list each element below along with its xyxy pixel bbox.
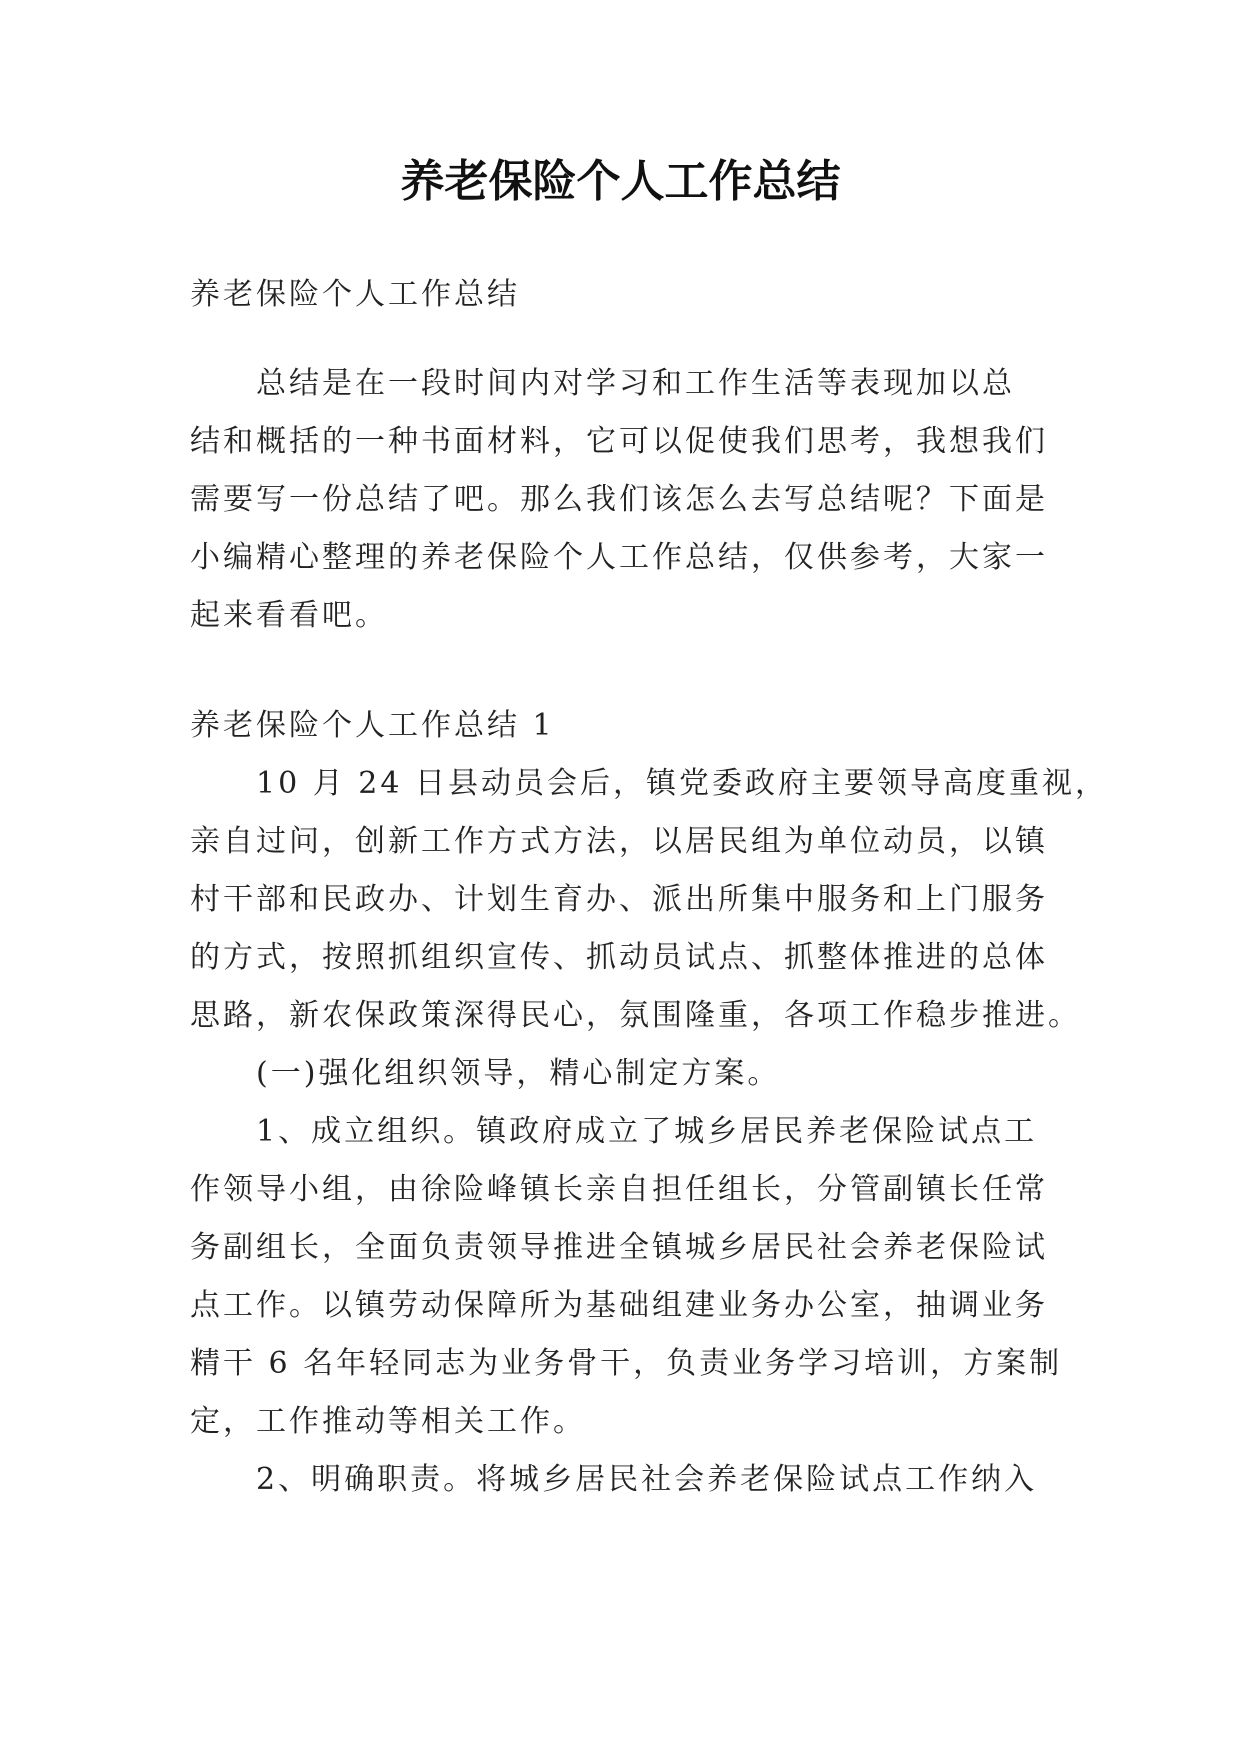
section1-line-11: 精干 6 名年轻同志为业务骨干，负责业务学习培训，方案制 [190, 1346, 1063, 1381]
intro-paragraph [190, 355, 1058, 645]
intro-line-2: 结和概括的一种书面材料，它可以促使我们思考，我想我们 [190, 424, 1048, 459]
document-title: 养老保险个人工作总结 [400, 156, 841, 207]
section1-line-7: 1、成立组织。镇政府成立了城乡居民养老保险试点工 [256, 1114, 1038, 1149]
section1-line-5: 思路，新农保政策深得民心，氛围隆重，各项工作稳步推进。 [190, 998, 1081, 1033]
section1-line-2: 亲自过问，创新工作方式方法，以居民组为单位动员，以镇 [190, 824, 1048, 859]
section1-heading [190, 697, 1058, 755]
section1-line-9: 务副组长，全面负责领导推进全镇城乡居民社会养老保险试 [190, 1230, 1048, 1265]
section1-line-3: 村干部和民政办、计划生育办、派出所集中服务和上门服务 [190, 882, 1048, 917]
section1-heading-text: 养老保险个人工作总结 1 [190, 708, 555, 743]
section1-subheading: (一)强化组织领导，精心制定方案。 [256, 1056, 781, 1091]
section1-line-13: 2、明确职责。将城乡居民社会养老保险试点工作纳入 [256, 1462, 1038, 1497]
document-subtitle [190, 266, 1058, 324]
intro-line-5: 起来看看吧。 [190, 598, 388, 633]
section1-line-10: 点工作。以镇劳动保障所为基础组建业务办公室，抽调业务 [190, 1288, 1048, 1323]
section1-line-8: 作领导小组，由徐险峰镇长亲自担任组长，分管副镇长任常 [190, 1172, 1048, 1207]
section1-body [190, 755, 1108, 1509]
intro-line-3: 需要写一份总结了吧。那么我们该怎么去写总结呢？下面是 [190, 482, 1048, 517]
intro-line-4: 小编精心整理的养老保险个人工作总结，仅供参考，大家一 [190, 540, 1048, 575]
section1-line-1: 10 月 24 日县动员会后，镇党委政府主要领导高度重视， [256, 766, 1108, 801]
section1-line-4: 的方式，按照抓组织宣传、抓动员试点、抓整体推进的总体 [190, 940, 1048, 975]
intro-line-1: 总结是在一段时间内对学习和工作生活等表现加以总 [256, 366, 1015, 401]
section1-line-12: 定，工作推动等相关工作。 [190, 1404, 586, 1439]
subtitle-line: 养老保险个人工作总结 [190, 277, 520, 312]
